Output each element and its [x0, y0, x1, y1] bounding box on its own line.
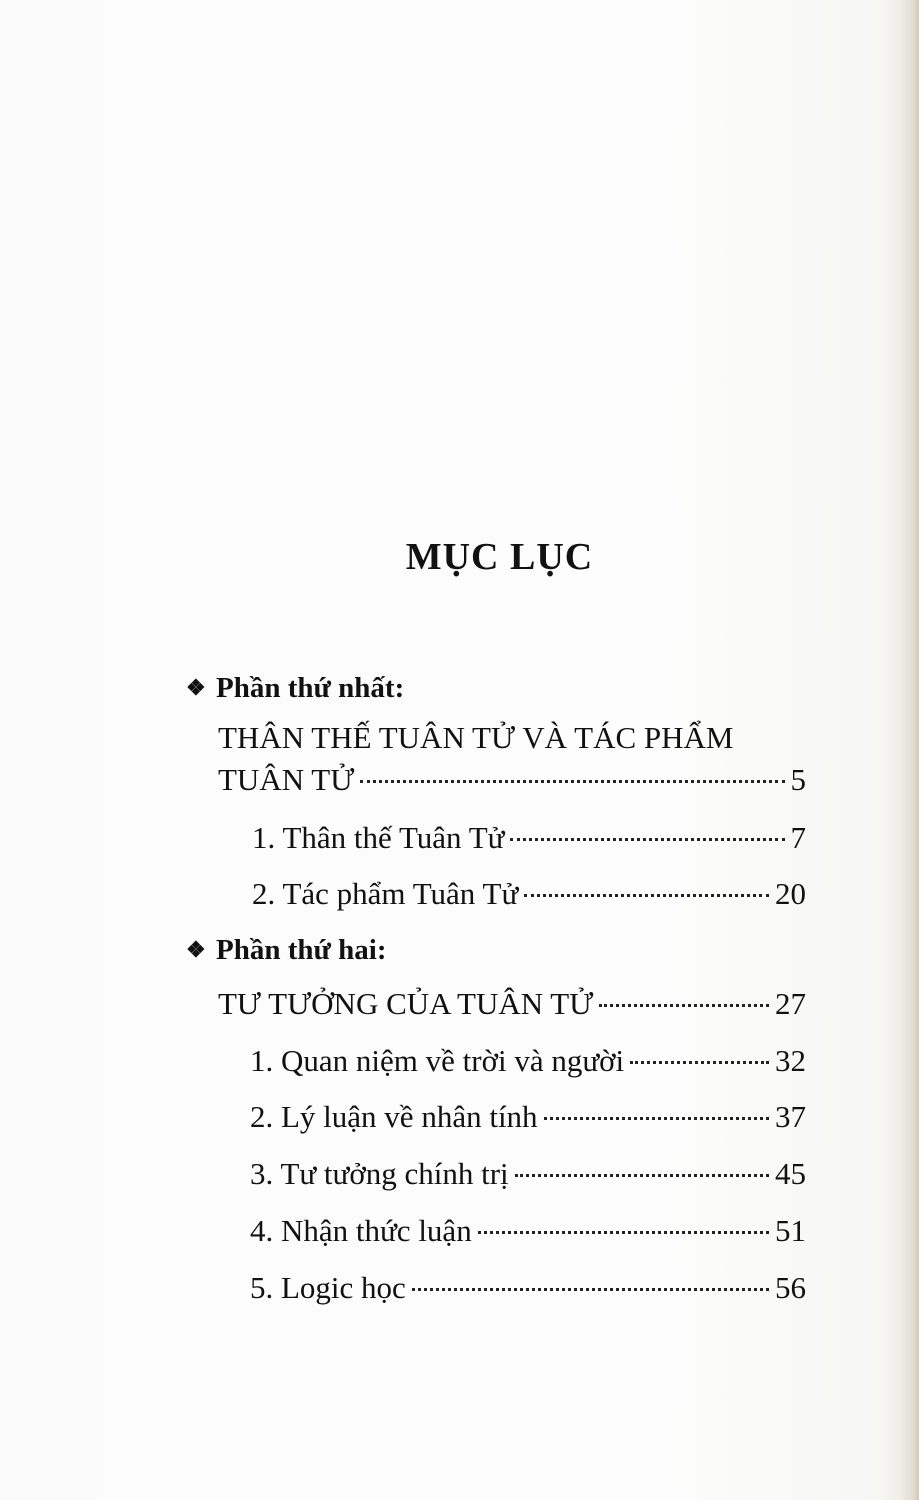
toc-entry-label: TƯ TƯỞNG CỦA TUÂN TỬ — [218, 986, 594, 1021]
diamond-bullet-icon: ❖ — [186, 675, 206, 700]
page-edge-shadow — [901, 0, 919, 1500]
dot-leader — [412, 1288, 769, 1291]
part-1-heading — [186, 672, 404, 705]
toc-entry-2-2 — [250, 1099, 806, 1135]
dot-leader — [360, 780, 784, 783]
toc-entry-label: 5. Logic học — [250, 1270, 406, 1305]
part-1-title-line1: THÂN THẾ TUÂN TỬ VÀ TÁC PHẨM — [218, 720, 734, 755]
page-title: MỤC LỤC — [405, 536, 594, 578]
toc-entry-1-1 — [252, 820, 806, 856]
toc-entry-page: 37 — [775, 1099, 806, 1134]
toc-entry-part-1-title — [218, 762, 806, 798]
toc-entry-page: 56 — [775, 1270, 806, 1305]
dot-leader — [510, 838, 784, 841]
toc-entry-part-2-title — [218, 986, 806, 1022]
toc-entry-label: 1. Thân thế Tuân Tử — [252, 820, 505, 855]
toc-entry-2-3 — [250, 1156, 806, 1192]
toc-entry-page: 45 — [775, 1156, 806, 1191]
toc-entry-2-4 — [250, 1213, 806, 1249]
toc-entry-page: 20 — [775, 876, 806, 911]
dot-leader — [544, 1117, 769, 1120]
part-2-heading — [186, 934, 387, 967]
toc-entry-page: 27 — [775, 986, 806, 1021]
toc-entry-2-5 — [250, 1270, 806, 1306]
dot-leader — [515, 1174, 769, 1177]
toc-entry-2-1 — [250, 1043, 806, 1079]
toc-entry-page: 7 — [790, 820, 806, 855]
toc-entry-page: 32 — [775, 1043, 806, 1078]
part-1-heading-label: Phần thứ nhất: — [216, 672, 405, 704]
dot-leader — [630, 1061, 769, 1064]
toc-entry-label: TUÂN TỬ — [218, 762, 355, 797]
toc-entry-label: 3. Tư tưởng chính trị — [250, 1156, 509, 1191]
toc-entry-label: 2. Lý luận về nhân tính — [250, 1099, 538, 1134]
dot-leader — [524, 894, 769, 897]
toc-entry-label: 1. Quan niệm về trời và người — [250, 1043, 625, 1078]
diamond-bullet-icon: ❖ — [186, 937, 206, 962]
toc-entry-1-2 — [252, 876, 806, 912]
part-2-heading-label: Phần thứ hai: — [216, 934, 387, 966]
toc-entry-page: 51 — [775, 1213, 806, 1248]
toc-entry-label: 4. Nhận thức luận — [250, 1213, 472, 1248]
toc-entry-page: 5 — [790, 762, 806, 797]
dot-leader — [478, 1231, 769, 1234]
toc-entry-label: 2. Tác phẩm Tuân Tử — [252, 876, 519, 911]
dot-leader — [599, 1004, 769, 1007]
